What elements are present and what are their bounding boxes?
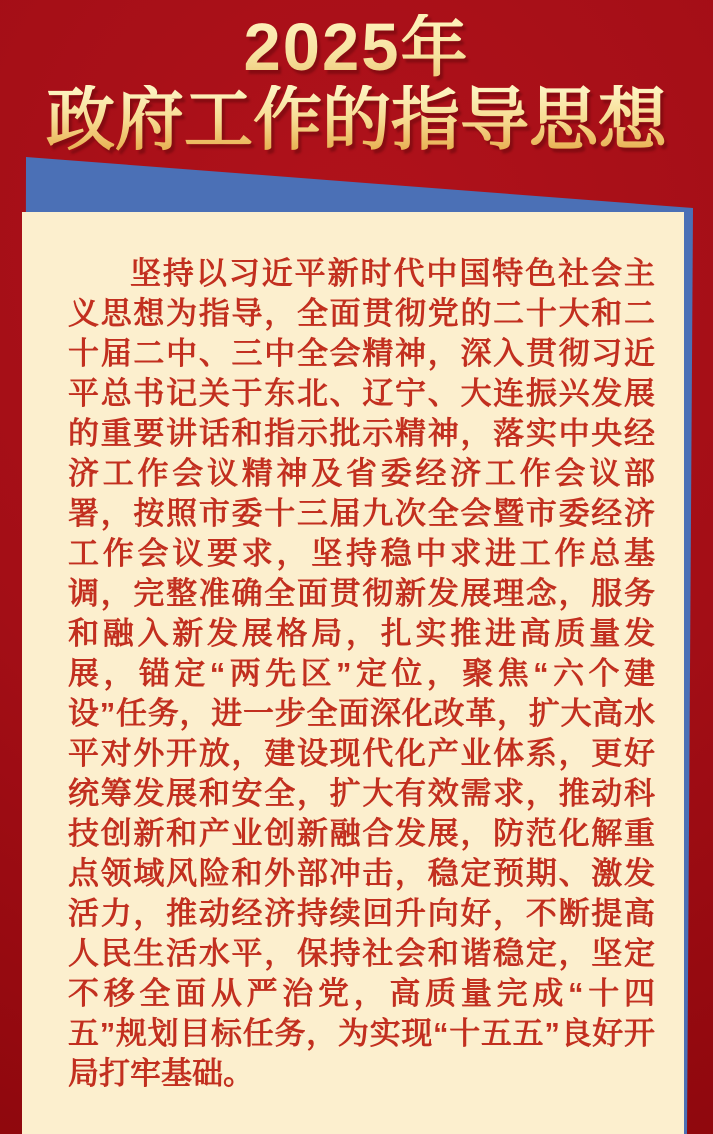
guiding-ideology-paragraph: 坚持以习近平新时代中国特色社会主义思想为指导，全面贯彻党的二十大和二十届二中、三中全会精神，深入贯彻习近平总书记关于东北、辽宁、大连振兴发展的重要讲话和指示批示精神，落实中央经济工作会议精神及省委经济工作会议部署，按照市委十三届九次全会暨市委经济工作会议要求，坚持稳中求进工作总基调，完整准确全面贯彻新发展理念，服务和融入新发展格局，扎实推进高质量发展，锚定“两先区”定位，聚焦“六个建设”任务，进一步全面深化改革，扩大高水平对外开放，建设现代化产业体系，更好统筹发展和安全，扩大有效需求，推动科技创新和产业创新融合发展，防范化解重点领域风险和外部冲击，稳定预期、激发活力，推动经济持续回升向好，不断提高人民生活水平，保持社会和谐稳定，坚定不移全面从严治党，高质量完成“十四五”规划目标任务，为实现“十五五”良好开局打牢基础。 bbox=[68, 256, 655, 1091]
poster-title-main: 政府工作的指导思想 bbox=[0, 85, 713, 154]
poster-title-year: 2025年 bbox=[0, 14, 713, 81]
content-card bbox=[22, 212, 684, 1134]
title-block bbox=[0, 0, 713, 158]
